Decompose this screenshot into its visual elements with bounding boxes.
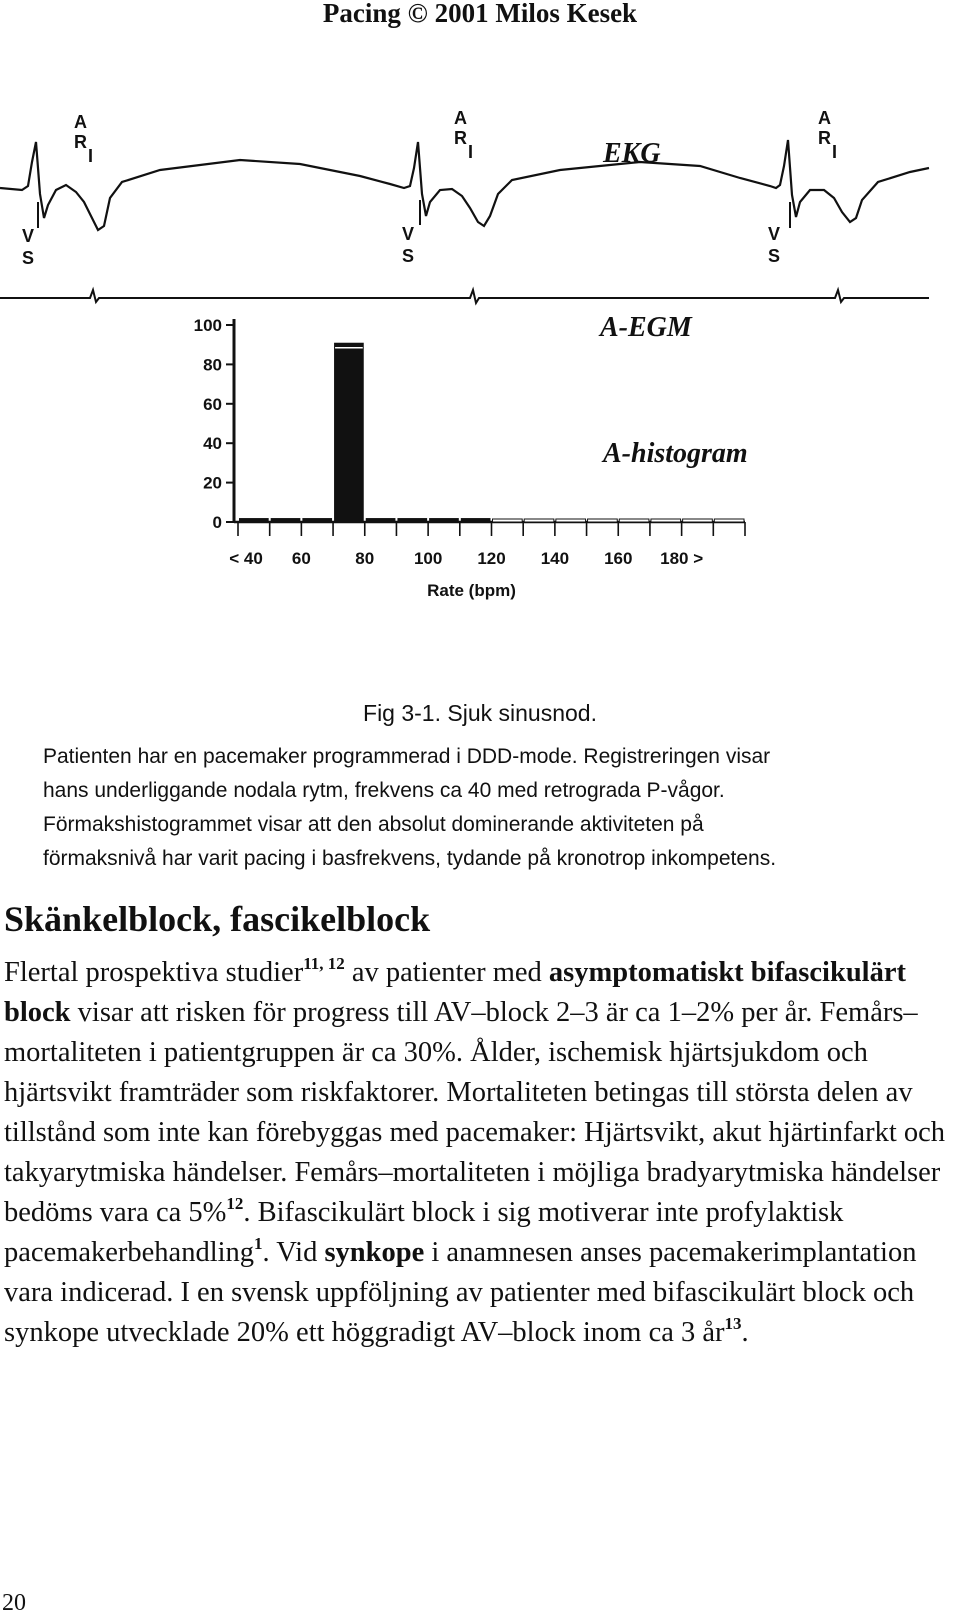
ekg-marker-v-3: V xyxy=(768,224,781,244)
histogram-bar xyxy=(271,518,301,522)
histogram-bar xyxy=(683,519,713,522)
x-tick-label: < 40 xyxy=(229,549,263,568)
x-tick-label: 60 xyxy=(291,549,311,568)
body-text-run: . xyxy=(741,1317,749,1348)
ekg-marker-a-3: A xyxy=(818,108,831,128)
caption-line: hans underliggande nodala rytm, frekvens ca 40 med retrograda P-vågor. xyxy=(43,779,725,802)
histogram-bar xyxy=(334,343,364,522)
aegm-trace xyxy=(0,290,929,303)
histogram-bar xyxy=(651,519,681,522)
histogram-bar xyxy=(619,519,649,522)
histogram-bar xyxy=(302,518,332,522)
page-header: Pacing © 2001 Milos Kesek xyxy=(322,0,638,28)
body-text-run: visar att risken för progress till AV–block 2–3 är ca 1–2% per år. Femårs–mortaliteten i patientgruppen är ca 30%. Ålder, ischemisk hjärtsjukdom och hjärtsvikt framträder som riskfaktorer. Mortaliteten betingas till största delen av tillstånd som inte kan förebyggas med pacemaker: Hjärtsvikt, akut hjärtinfarkt och takyarytmiska händelser. Femårs–mortaliteten i möjliga bradyarytmiska händelser bedöms vara ca 5% xyxy=(4,997,946,1228)
y-tick-label: 40 xyxy=(203,434,222,454)
caption-line: Patienten har en pacemaker programmerad i DDD-mode. Registreringen visar xyxy=(43,745,771,768)
body-text-run: . Bifascikulärt block i sig motiverar inte profylaktisk pacemakerbehandling xyxy=(4,1197,844,1268)
body-text-run: Flertal prospektiva studier xyxy=(4,957,304,988)
y-tick-label: 60 xyxy=(203,394,222,414)
y-tick-label: 20 xyxy=(203,473,222,493)
ekg-marker-i-3: I xyxy=(832,142,838,162)
page-number: 20 xyxy=(2,1590,26,1616)
y-tick-label: 100 xyxy=(193,316,222,335)
histogram-bar xyxy=(714,519,744,522)
body-text-run: . Vid xyxy=(262,1237,325,1268)
ekg-label: EKG xyxy=(603,138,661,169)
section-body xyxy=(4,953,954,1353)
aegm-label: A-EGM xyxy=(600,312,692,343)
ekg-marker-r-3: R xyxy=(818,128,831,148)
x-tick-label: 160 xyxy=(604,549,633,568)
ekg-marker-s-1: S xyxy=(22,248,35,268)
caption-line: Förmakshistogrammet visar att den absolut dominerande aktiviteten på xyxy=(43,813,704,836)
ekg-marker-a-1: A xyxy=(74,112,87,132)
histogram-bar xyxy=(429,518,459,522)
emphasis-bifascicular: asymptomatiskt bifascikulärt block xyxy=(4,957,906,1028)
x-tick-label: 180 > xyxy=(660,549,704,568)
x-tick-label: 140 xyxy=(540,549,570,568)
ahistogram-label: A-histogram xyxy=(603,438,748,469)
histogram-bar xyxy=(239,518,269,522)
figure xyxy=(0,90,960,630)
reference-12: 12 xyxy=(226,1194,244,1213)
ekg-marker-r-2: R xyxy=(454,128,467,148)
caption-line: förmaksnivå har varit pacing i basfrekvens, tydande på kronotrop inkompetens. xyxy=(43,847,777,870)
x-axis-label: Rate (bpm) xyxy=(427,581,516,600)
ekg-marker-v-2: V xyxy=(402,224,415,244)
ekg-marker-a-2: A xyxy=(454,108,467,128)
y-tick-label: 0 xyxy=(212,513,222,532)
ekg-marker-i-1: I xyxy=(88,146,94,166)
body-text-run: i anamnesen anses pacemakerimplantation vara indicerad. I en svensk uppföljning av patienter med bifascikulärt block och synkope utvecklade 20% ett höggradigt AV–block inom ca 3 år xyxy=(4,1237,917,1348)
emphasis-synkope: synkope xyxy=(324,1237,425,1268)
ekg-marker-s-2: S xyxy=(402,246,415,266)
figure-caption-body xyxy=(43,740,923,876)
histogram-bar xyxy=(461,518,491,522)
reference-13: 13 xyxy=(724,1314,742,1333)
ekg-marker-r-1: R xyxy=(74,132,87,152)
ekg-marker-v-1: V xyxy=(22,226,35,246)
y-tick-label: 80 xyxy=(203,355,222,375)
ekg-marker-i-2: I xyxy=(468,142,474,162)
x-tick-label: 80 xyxy=(355,549,375,568)
body-text-run: av patienter med xyxy=(344,957,549,988)
histogram-bar xyxy=(397,518,427,522)
section-heading: Skänkelblock, fascikelblock xyxy=(4,899,431,939)
histogram-bar xyxy=(556,519,586,522)
x-tick-label: 100 xyxy=(413,549,443,568)
reference-11-12: 11, 12 xyxy=(303,954,345,973)
histogram-bar xyxy=(493,519,523,522)
figure-caption-title: Fig 3-1. Sjuk sinusnod. xyxy=(363,700,597,726)
histogram-bar xyxy=(588,519,618,522)
histogram-bar xyxy=(366,518,396,522)
ekg-marker-s-3: S xyxy=(768,246,781,266)
histogram-bar xyxy=(524,519,554,522)
x-tick-label: 120 xyxy=(477,549,506,568)
reference-1: 1 xyxy=(254,1234,263,1253)
